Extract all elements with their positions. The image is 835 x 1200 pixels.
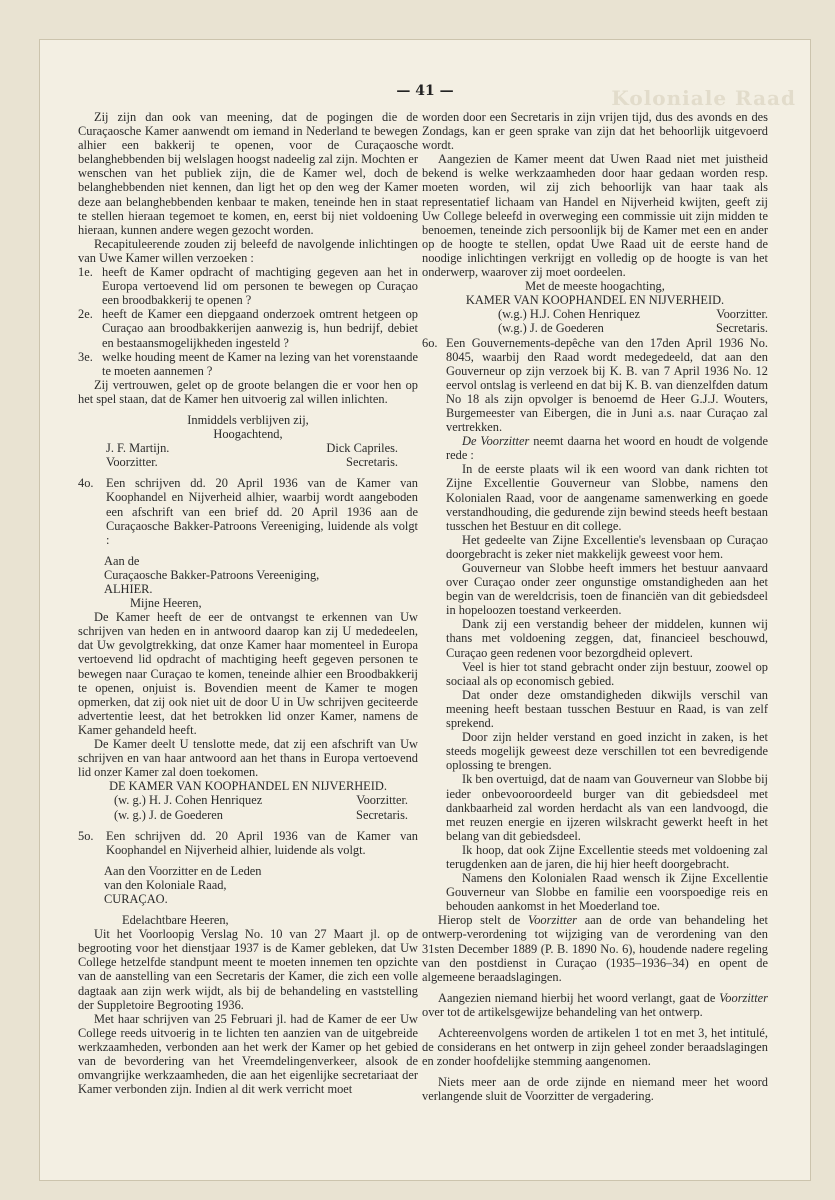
signatory-title: Voorzitter. (356, 793, 408, 808)
list-text: heeft de Kamer een diepgaand onderzoek omtrent hetgeen op Curaçao aan broodbakkerijen aanwezig is, hun bedrijf, debiet en bestaansmogelijkheden ingesteld ? (102, 307, 418, 350)
paragraph (422, 913, 768, 983)
paragraph: Uit het Voorloopig Verslag No. 10 van 27 Maart jl. op de begrooting voor het dienstjaar 1937 is de Kamer gebleken, dat Uw College hetzelfde standpunt meent te moeten innemen ten opzichte van de aanstelling van een Secretaris der Kamer, die zich een volle dagtaak aan zijn werk wijdt, als bij de behandeling en vaststelling der Suppletoire Begrooting 1936. (78, 927, 418, 1012)
paragraph-text: Hierop stelt de (438, 913, 529, 928)
speaker: De Voorzitter (462, 434, 530, 449)
closing: Inmiddels verblijven zij, (187, 412, 309, 427)
list-item (78, 350, 418, 378)
paragraph: Zij zijn dan ook van meening, dat de pogingen die de Curaçaosche Kamer aanwendt om iemand in Nederland te bewegen alhier een bakkerij te openen, voor de Curaçaosche belanghebbenden bij welslagen hoogst nadeelig zal zijn. Mochten er wenschen van het publiek zijn, die de Kamer wel, doch de belanghebbenden niet kennen, dan ligt het op den weg der Kamer deze aan belanghebbenden kenbaar te maken, teneinde hen in staat te stellen hieraan tegemoet te komen, en, eerst bij niet voldoening hieraan, kunnen andere wegen gezocht worden. (78, 110, 418, 237)
signatory-name: (w.g.) J. de Goederen (498, 321, 604, 336)
paragraph: De Kamer heeft de eer de ontvangst te erkennen van Uw schrijven van heden en in antwoord daarop kan zij U mededeelen, dat Uw gevolgtrekking, dat onze Kamer haar momenteel in Europa vertoevend lid opdracht of machtiging heeft gegeven personen te bewegen naar Curaçao te komen, teneinde alhier een Broodbakkerij te openen, onjuist is. Bovendien meent de Kamer te mogen opmerken, dat zij ook niet uit de door U in Uw schrijven geciteerde advertentie leest, dat het betrokken lid onzer Kamer, namens de Kamer gehandeld heeft. (78, 610, 418, 737)
paragraph: Het gedeelte van Zijne Excellentie's levensbaan op Curaçao doorgebracht is zeker niet makkelijk geweest voor hem. (446, 532, 768, 561)
address-line: Aan de (104, 553, 140, 568)
organisation-name: DE KAMER VAN KOOPHANDEL EN NIJVERHEID. (109, 779, 387, 794)
organisation-name: KAMER VAN KOOPHANDEL EN NIJVERHEID. (465, 293, 725, 308)
signatory-name: (w. g.) J. de Goederen (114, 807, 223, 822)
signatory-name: (w.g.) H.J. Cohen Henriquez (498, 307, 640, 322)
signature-block (78, 441, 418, 469)
signature-line (78, 808, 418, 822)
closing: Hoogachtend, (213, 427, 283, 442)
signatory-name: Dick Capriles. (326, 441, 398, 456)
signatory-title: Voorzitter. (716, 307, 768, 322)
list-number: 3e. (78, 349, 93, 364)
item-text: Een Gouvernements-depêche van den 17den April 1936 No. 8045, waarbij den Raad wordt medegedeeld, dat aan den Gouverneur op zijn verzoek bij K. B. van 7 April 1936 No. 12 eervol ontslag is verleend en dat bij K. B. van dienzelfden datum No 18 als zijn opvolger is benoemd de Heer G.J.J. Wouters, Burgemeester van Eibergen, die in Juni a.s. naar Curaçao zal vertrekken. (446, 335, 768, 435)
paragraph: Veel is hier tot stand gebracht onder zijn bestuur, zoowel op sociaal als op economisch gebied. (446, 659, 768, 688)
salutation: Edelachtbare Heeren, (122, 913, 229, 928)
item-number: 5o. (78, 828, 94, 843)
paragraph-text: over tot de artikelsgewijze behandeling van het ontwerp. (422, 1004, 703, 1019)
right-column (422, 110, 768, 1103)
address-block (78, 864, 418, 906)
list-number: 1e. (78, 265, 93, 280)
signatory-title: Secretaris. (346, 455, 398, 470)
signatory-name: (w. g.) H. J. Cohen Henriquez (114, 793, 263, 808)
paragraph: Dat onder deze omstandigheden dikwijls verschil van meening heeft bestaan tusschen Bestuur en Raad, is van zelf sprekend. (446, 687, 768, 731)
paragraph: Door zijn helder verstand en goed inzicht in zaken, is het steeds mogelijk geweest deze verschillen tot een bevredigende oplossing te brengen. (446, 730, 768, 773)
item-number: 4o. (78, 476, 94, 491)
show-through-text: Koloniale Raad (611, 86, 796, 110)
agenda-item-5 (78, 829, 418, 857)
paragraph: Zij vertrouwen, gelet op de groote belangen die er voor hen op het spel staan, dat de Kamer hen uitvoerig zal willen inlichten. (78, 377, 418, 406)
paragraph: Met haar schrijven van 25 Februari jl. had de Kamer de eer Uw College reeds uitvoerig in te lichten ten aanzien van de uitgebreide werkzaamheden, verbonden aan het werk der Kamer op het gebied van de bevordering van het Vreemdelingenverkeer, alsook de omvangrijke werkzaamheden, die aan het eigenlijke secretariaat der Kamer verbonden zijn. Indien al dit werk verricht moet (78, 1011, 418, 1097)
paragraph: Aangezien de Kamer meent dat Uwen Raad niet met juistheid bekend is welke werkzaamheden door haar gedaan worden resp. moeten worden, wil zij zich behoorlijk van haar taak als representatief lichaam van Handel en Nijverheid kwijten, geeft zij Uw College beleefd in overweging een commissie uit zijn midden te benoemen, teneinde zich persoonlijk bij de Kamer met een en ander op de hoogte te stellen, opdat Uwe Raad uit de eerste hand de noodige inlichtingen verkrijgt en volledig op de hoogte is van het onderwerp, waarover zij moet oordeelen. (422, 152, 768, 280)
address-line: CURAÇAO. (104, 891, 168, 906)
address-line: Curaçaosche Bakker-Patroons Vereeniging, (104, 567, 320, 582)
paragraph: worden door een Secretaris in zijn vrijen tijd, dus des avonds en des Zondags, kan er geen sprake van zijn dat het behoorlijk uitgevoerd wordt. (422, 110, 768, 153)
address-block (78, 554, 418, 596)
list-item (78, 307, 418, 349)
paragraph (422, 991, 768, 1019)
paragraph: Recapituleerende zouden zij beleefd de navolgende inlichtingen van Uwe Kamer willen verzoeken : (78, 236, 418, 265)
signature-line (422, 321, 768, 335)
agenda-item-4 (78, 476, 418, 546)
signatory-title: Secretaris. (356, 807, 408, 822)
paragraph: Namens den Kolonialen Raad wensch ik Zijne Excellentie Gouverneur van Slobbe en familie een voorspoedige reis en behouden aankomst in het Moederland toe. (446, 871, 768, 914)
page-number: — 41 — (396, 83, 454, 99)
item-text: Een schrijven dd. 20 April 1936 van de Kamer van Koophandel en Nijverheid alhier, waarbij wordt aangeboden een afschrift van een brief dd. 20 April 1936 aan de Curaçaosche Bakker-Patroons Vereeniging, luidende als volgt : (106, 476, 418, 547)
signature-line (78, 793, 418, 807)
item-text: Een schrijven dd. 20 April 1936 van de Kamer van Koophandel en Nijverheid alhier, luidende als volgt. (106, 828, 418, 857)
paragraph: Ik hoop, dat ook Zijne Excellentie steeds met voldoening zal terugdenken aan de jaren, die hij hier heeft doorgebracht. (446, 842, 768, 871)
paragraph-text: Aangezien niemand hierbij het woord verlangt, gaat de (438, 990, 720, 1005)
salutation: Mijne Heeren, (130, 596, 202, 611)
paragraph: Niets meer aan de orde zijnde en niemand meer het woord verlangende sluit de Voorzitter de vergadering. (422, 1075, 768, 1104)
signatory-name: J. F. Martijn. (106, 441, 170, 456)
list-item (78, 265, 418, 307)
paragraph-text: neemt daarna het woord en houdt de volgende rede : (446, 434, 768, 463)
speaker: Voorzitter (528, 913, 577, 928)
signatory-title: Secretaris. (716, 321, 768, 336)
paragraph (446, 434, 768, 462)
address-line: van den Koloniale Raad, (104, 877, 227, 892)
item-number: 6o. (422, 335, 438, 350)
list-number: 2e. (78, 307, 93, 322)
speech-block (422, 434, 768, 913)
document-page (40, 40, 810, 1180)
paragraph: Dank zij een verstandig beheer der middelen, kunnen wij thans met voldoening zeggen, dat, financieel beschouwd, Curaçao geen redenen voor bezorgdheid oplevert. (446, 617, 768, 660)
left-column (78, 110, 418, 1096)
list-text: welke houding meent de Kamer na lezing van het vorenstaande te moeten aannemen ? (102, 349, 418, 378)
paragraph-text: aan de orde van behandeling het ontwerp-verordening tot wijziging van de verordening van den 31sten December 1889 (P. B. 1890 No. 6), houdende nadere regeling van den postdienst in Curaçao (1935–1936–34) en opent de algemeene beraadslagingen. (422, 913, 769, 984)
paragraph: Achtereenvolgens worden de artikelen 1 tot en met 3, het intitulé, de considerans en het ontwerp in zijn geheel zonder beraadslagingen en zonder hoofdelijke stemming aangenomen. (422, 1026, 768, 1069)
signature-line (422, 307, 768, 321)
paragraph: In de eerste plaats wil ik een woord van dank richten tot Zijne Excellentie Gouverneur van Slobbe, namens den Kolonialen Raad, voor de aangename samenwerking en goede verstandhouding, die gedurende zijn bewind steeds heeft bestaan tusschen het Bestuur en dit college. (446, 462, 768, 533)
list-text: heeft de Kamer opdracht of machtiging gegeven aan het in Europa vertoevend lid om personen te bewegen op Curaçao een broodbakkerij te openen ? (102, 265, 418, 308)
address-line: ALHIER. (104, 582, 153, 596)
speaker: Voorzitter (719, 990, 768, 1005)
signatory-title: Voorzitter. (106, 455, 158, 470)
closing: Met de meeste hoogachting, (525, 279, 665, 294)
paragraph: Ik ben overtuigd, dat de naam van Gouverneur van Slobbe bij ieder onbevooroordeeld burger van dit gebiedsdeel met dankbaarheid zal worden herdacht als van een landvoogd, die met reuzen energie en ijzeren wilskracht gewerkt heeft in het belang van dit gebiedsdeel. (446, 772, 768, 843)
paragraph: Gouverneur van Slobbe heeft immers het bestuur aanvaard over Curaçao onder zeer ongunstige omstandigheden aan het begin van de wereldcrisis, toen de financiën van dit gebiedsdeel in hopeloozen toestand verkeerden. (446, 561, 768, 618)
agenda-item-6 (422, 336, 768, 435)
address-line: Aan den Voorzitter en de Leden (104, 863, 262, 878)
paragraph: De Kamer deelt U tenslotte mede, dat zij een afschrift van Uw schrijven en van haar antwoord aan het thans in Europa vertoevend lid onzer Kamer zal doen toekomen. (78, 737, 418, 780)
